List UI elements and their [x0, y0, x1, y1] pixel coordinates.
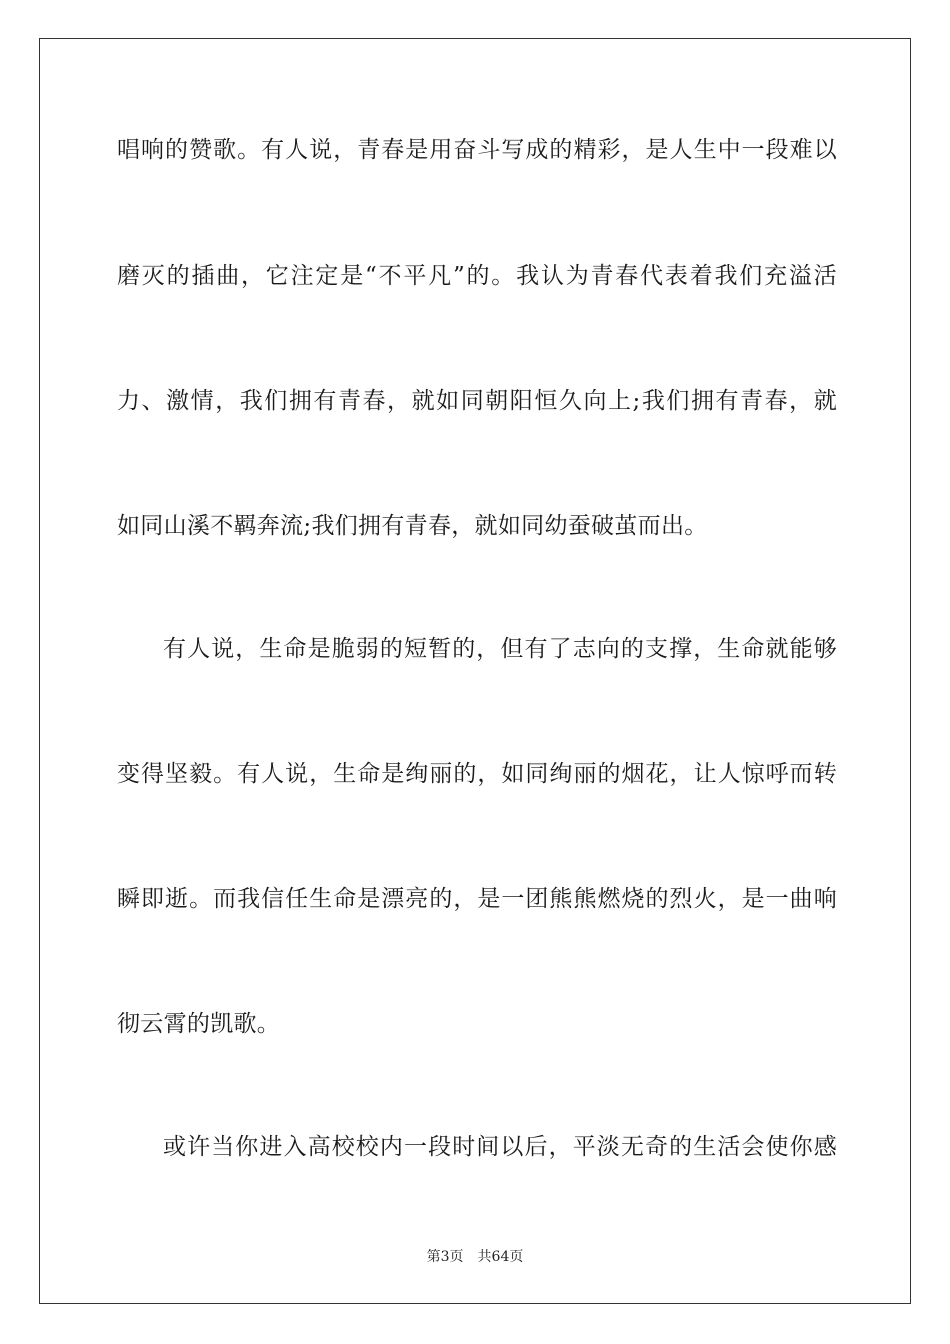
text-line: 唱响的赞歌。有人说，青春是用奋斗写成的精彩，是人生中一段难以	[117, 137, 837, 163]
text-line: 或许当你进入高校校内一段时间以后，平淡无奇的生活会使你感	[163, 1134, 837, 1160]
page-footer	[0, 1248, 950, 1266]
text-line: 变得坚毅。有人说，生命是绚丽的，如同绚丽的烟花，让人惊呼而转	[117, 761, 837, 787]
page-border	[39, 38, 911, 1304]
text-line: 瞬即逝。而我信任生命是漂亮的，是一团熊熊燃烧的烈火，是一曲响	[117, 886, 837, 912]
page-total: 共64页	[477, 1249, 524, 1265]
text-line: 彻云霄的凯歌。	[117, 1011, 281, 1037]
text-line: 有人说，生命是脆弱的短暂的，但有了志向的支撑，生命就能够	[163, 636, 837, 662]
page-number: 第3页	[426, 1249, 464, 1265]
text-line: 如同山溪不羁奔流;我们拥有青春，就如同幼蚕破茧而出。	[117, 513, 708, 539]
text-line: 力、激情，我们拥有青春，就如同朝阳恒久向上;我们拥有青春，就	[117, 388, 837, 414]
text-line: 磨灭的插曲，它注定是“不平凡”的。我认为青春代表着我们充溢活	[117, 263, 837, 289]
